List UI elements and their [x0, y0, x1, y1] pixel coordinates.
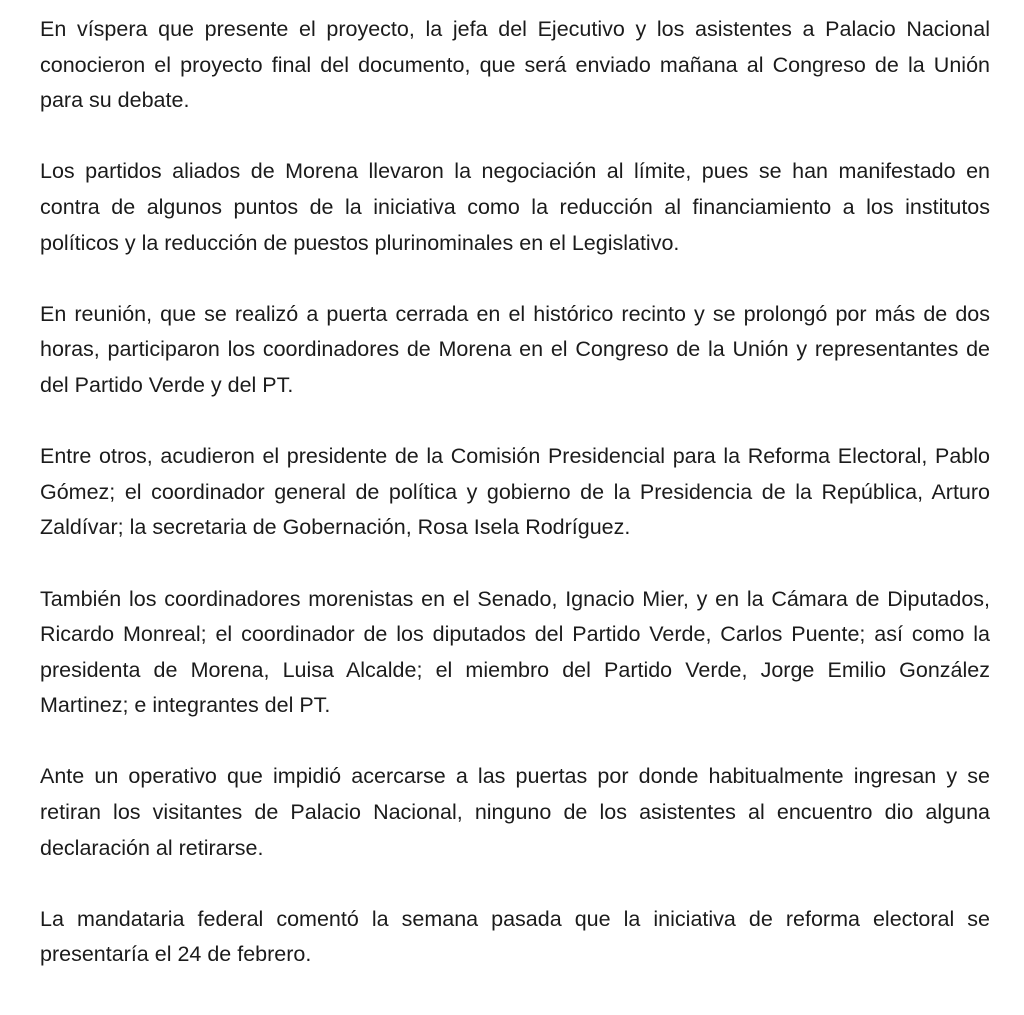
paragraph-2: Los partidos aliados de Morena llevaron la negociación al límite, pues se han manifestado en contra de algunos puntos de la iniciativa como la reducción al financiamiento a los institutos políticos y la reducción de puestos plurinominales en el Legislativo.: [40, 159, 990, 255]
article-body: [40, 12, 990, 973]
paragraph-7: La mandataria federal comentó la semana pasada que la iniciativa de reforma electoral se presentaría el 24 de febrero.: [40, 906, 990, 967]
paragraph-4: Entre otros, acudieron el presidente de la Comisión Presidencial para la Reforma Electoral, Pablo Gómez; el coordinador general de política y gobierno de la Presidencia de la República, Arturo Zaldívar; la secretaria de Gobernación, Rosa Isela Rodríguez.: [40, 444, 990, 540]
paragraph-5: También los coordinadores morenistas en el Senado, Ignacio Mier, y en la Cámara de Diputados, Ricardo Monreal; el coordinador de los diputados del Partido Verde, Carlos Puente; así como la presidenta de Morena, Luisa Alcalde; el miembro del Partido Verde, Jorge Emilio González Martinez; e integrantes del PT.: [40, 586, 990, 718]
paragraph-1: En víspera que presente el proyecto, la jefa del Ejecutivo y los asistentes a Palacio Nacional conocieron el proyecto final del documento, que será enviado mañana al Congreso de la Unión para su debate.: [40, 17, 990, 113]
paragraph-6: Ante un operativo que impidió acercarse a las puertas por donde habitualmente ingresan y se retiran los visitantes de Palacio Nacional, ninguno de los asistentes al encuentro dio alguna declaración al retirarse.: [40, 764, 990, 860]
paragraph-3: En reunión, que se realizó a puerta cerrada en el histórico recinto y se prolongó por más de dos horas, participaron los coordinadores de Morena en el Congreso de la Unión y representantes de del Partido Verde y del PT.: [40, 301, 990, 397]
